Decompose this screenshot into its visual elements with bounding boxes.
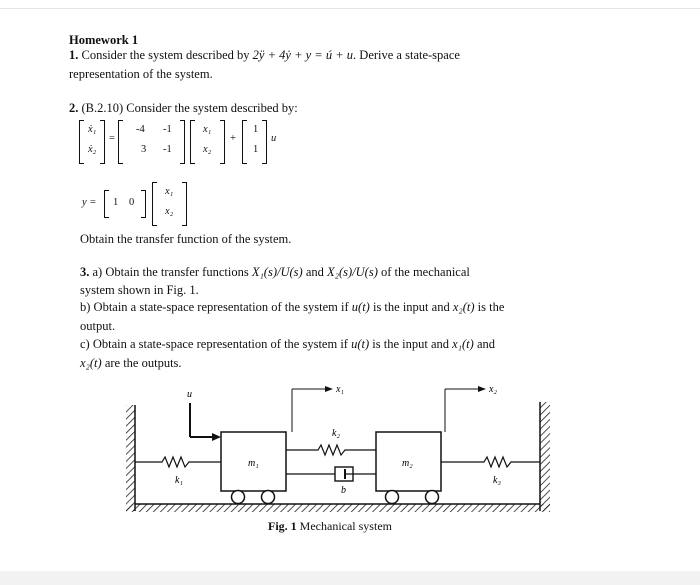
mass-2-wheel-left: [386, 491, 399, 504]
problem-3a-tail: of the mechanical: [381, 265, 470, 279]
xdot1: ẋ₁: [88, 124, 97, 135]
problem-1-text-b: . Derive a state-space: [353, 48, 460, 62]
x1-label: x₁: [336, 384, 344, 395]
mass-2-label: m₂: [402, 458, 413, 469]
spring-k1: [135, 457, 221, 467]
y-equals: y =: [82, 197, 97, 208]
tf-x1-u: X₁(s)/U(s): [251, 265, 303, 279]
C1: 1: [113, 197, 119, 208]
problem-3b-tail: is the: [477, 300, 505, 314]
input-ut: u(t): [351, 300, 370, 314]
x2: x₂: [203, 144, 212, 155]
input-ut: u(t): [351, 337, 370, 351]
y-x1: x₁: [165, 186, 174, 197]
problem-3b-text: b) Obtain a state-space representation of the system if: [80, 300, 349, 314]
x2-arrow-head: [478, 386, 486, 392]
problem-2-question: Obtain the transfer function of the system.: [80, 232, 292, 246]
problem-3-number: 3.: [80, 265, 90, 279]
spring-k2-label: k₂: [332, 428, 340, 439]
spring-k1-label: k₁: [175, 475, 183, 486]
output-x2t: x₂(t): [452, 300, 475, 314]
A21: 3: [141, 144, 147, 155]
figure-caption-number: Fig. 1: [268, 519, 297, 533]
output-x1t: x₁(t): [452, 337, 474, 351]
damper-b-label: b: [341, 485, 346, 496]
and-word: and: [305, 265, 324, 279]
equals-sign: =: [109, 133, 115, 144]
problem-3c-text: c) Obtain a state-space representation of the system if: [80, 337, 348, 351]
C2: 0: [129, 197, 135, 208]
A11: -4: [136, 124, 145, 135]
force-u-label: u: [187, 389, 192, 400]
x1-arrow-head: [325, 386, 333, 392]
left-wall: [126, 405, 135, 511]
problem-1-text-a: Consider the system described by: [81, 48, 250, 62]
B2: 1: [253, 144, 259, 155]
problem-3b-mid: is the input and: [372, 300, 450, 314]
y-x2: x₂: [165, 206, 174, 217]
right-wall: [540, 402, 550, 511]
mass-1-wheel-right: [262, 491, 275, 504]
figure-caption: [268, 518, 392, 534]
problem-3a-line-2: system shown in Fig. 1.: [80, 283, 199, 297]
A22: -1: [163, 144, 172, 155]
problem-1-line-2: representation of the system.: [69, 67, 213, 81]
figure-caption-text: Mechanical system: [299, 519, 392, 533]
tf-x2-u: X₂(s)/U(s): [327, 265, 378, 279]
spring-k3-label: k₃: [493, 475, 501, 486]
ground: [126, 504, 550, 512]
problem-3a-text: Obtain the transfer functions: [105, 265, 249, 279]
problem-3c-tail: and: [476, 337, 496, 351]
bottom-frame: [0, 571, 700, 585]
A12: -1: [163, 124, 172, 135]
problem-3c-mid: is the input and: [372, 337, 449, 351]
spring-k3: [441, 457, 540, 467]
problem-2-intro-text: (B.2.10) Consider the system described by:: [81, 101, 298, 115]
x2-label: x₂: [489, 384, 497, 395]
problem-3a-label: a): [92, 265, 103, 279]
xdot2: ẋ₂: [88, 144, 97, 155]
input-u: u: [271, 133, 277, 144]
page-title: Homework 1: [69, 33, 139, 47]
mass-1-label: m₁: [248, 458, 259, 469]
B1: 1: [253, 124, 259, 135]
problem-1-number: 1.: [69, 48, 79, 62]
x1: x₁: [203, 124, 212, 135]
problem-1-equation: 2ÿ + 4ẏ + y = ú + u: [252, 48, 354, 62]
problem-3c-line-2-tail: are the outputs.: [104, 356, 182, 370]
problem-2-number: 2.: [69, 101, 79, 115]
problem-3b-line-2: output.: [80, 319, 116, 333]
mass-2-wheel-right: [426, 491, 439, 504]
spring-k2: [286, 445, 376, 455]
force-arrow-head: [212, 433, 221, 441]
output-x2t: x₂(t): [80, 356, 102, 370]
mass-1-wheel-left: [232, 491, 245, 504]
plus-sign: +: [230, 133, 236, 144]
